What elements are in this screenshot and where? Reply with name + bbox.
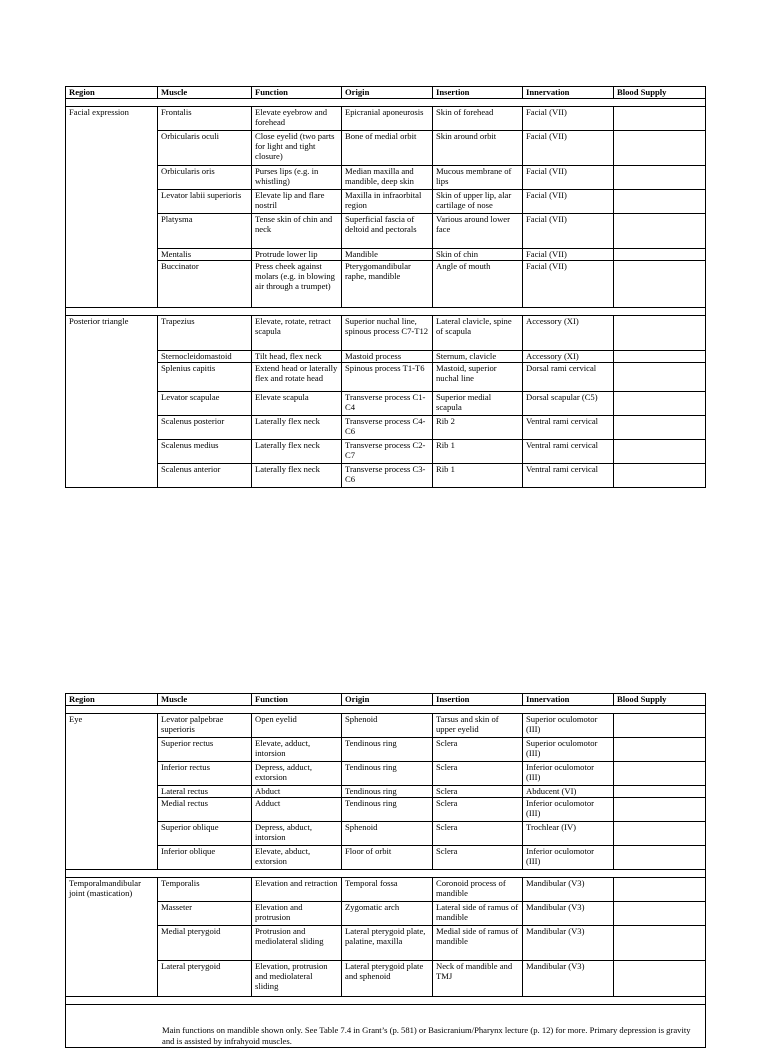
spacer-row <box>66 870 706 878</box>
insertion-cell: Medial side of ramus of mandible <box>433 926 523 961</box>
header-region: Region <box>66 87 158 99</box>
table-row <box>66 107 706 131</box>
innervation-cell: Abducent (VI) <box>523 786 614 798</box>
blood-supply-cell <box>614 440 706 464</box>
insertion-cell: Rib 1 <box>433 464 523 488</box>
insertion-cell: Mastoid, superior nuchal line <box>433 363 523 392</box>
origin-cell: Spinous process T1-T6 <box>342 363 433 392</box>
blood-supply-cell <box>614 762 706 786</box>
muscle-cell: Superior oblique <box>158 822 252 846</box>
origin-cell: Lateral pterygoid plate and sphenoid <box>342 961 433 997</box>
insertion-cell: Sclera <box>433 846 523 870</box>
insertion-cell: Rib 1 <box>433 440 523 464</box>
table-row <box>66 926 706 961</box>
muscle-cell: Levator labii superioris <box>158 190 252 214</box>
origin-cell: Tendinous ring <box>342 762 433 786</box>
blood-supply-cell <box>614 190 706 214</box>
innervation-cell: Mandibular (V3) <box>523 878 614 902</box>
spacer-cell <box>66 308 706 316</box>
blood-supply-cell <box>614 464 706 488</box>
spacer-row <box>66 997 706 1005</box>
insertion-cell: Tarsus and skin of upper eyelid <box>433 714 523 738</box>
muscle-cell: Levator palpebrae superioris <box>158 714 252 738</box>
note-row <box>66 1005 706 1048</box>
innervation-cell: Mandibular (V3) <box>523 961 614 997</box>
insertion-cell: Skin of upper lip, alar cartilage of nose <box>433 190 523 214</box>
origin-cell: Transverse process C4-C6 <box>342 416 433 440</box>
innervation-cell: Ventral rami cervical <box>523 440 614 464</box>
innervation-cell: Facial (VII) <box>523 190 614 214</box>
muscle-cell: Frontalis <box>158 107 252 131</box>
blood-supply-cell <box>614 786 706 798</box>
origin-cell: Superficial fascia of deltoid and pectorals <box>342 214 433 249</box>
table-row <box>66 166 706 190</box>
insertion-cell: Sclera <box>433 798 523 822</box>
blood-supply-cell <box>614 902 706 926</box>
insertion-cell: Skin of forehead <box>433 107 523 131</box>
table-row <box>66 363 706 392</box>
spacer-row <box>66 308 706 316</box>
innervation-cell: Mandibular (V3) <box>523 902 614 926</box>
origin-cell: Mandible <box>342 249 433 261</box>
origin-cell: Floor of orbit <box>342 846 433 870</box>
blood-supply-cell <box>614 166 706 190</box>
table-row <box>66 392 706 416</box>
table-row <box>66 822 706 846</box>
table-row <box>66 214 706 249</box>
header-innervation: Innervation <box>523 87 614 99</box>
blood-supply-cell <box>614 798 706 822</box>
function-cell: Purses lips (e.g. in whistling) <box>252 166 342 190</box>
insertion-cell: Lateral clavicle, spine of scapula <box>433 316 523 351</box>
muscle-cell: Lateral rectus <box>158 786 252 798</box>
header-function: Function <box>252 87 342 99</box>
table-row <box>66 902 706 926</box>
header-function: Function <box>252 694 342 706</box>
function-cell: Depress, adduct, extorsion <box>252 762 342 786</box>
function-cell: Open eyelid <box>252 714 342 738</box>
muscle-cell: Mentalis <box>158 249 252 261</box>
function-cell: Close eyelid (two parts for light and tight closure) <box>252 131 342 166</box>
muscle-cell: Platysma <box>158 214 252 249</box>
insertion-cell: Sternum, clavicle <box>433 351 523 363</box>
table-row <box>66 738 706 762</box>
function-cell: Abduct <box>252 786 342 798</box>
header-insertion: Insertion <box>433 87 523 99</box>
header-blood-supply: Blood Supply <box>614 87 706 99</box>
innervation-cell: Facial (VII) <box>523 261 614 308</box>
header-muscle: Muscle <box>158 87 252 99</box>
region-cell: Eye <box>66 714 158 870</box>
innervation-cell: Inferior oculomotor (III) <box>523 798 614 822</box>
table-row <box>66 261 706 308</box>
blood-supply-cell <box>614 363 706 392</box>
innervation-cell: Facial (VII) <box>523 107 614 131</box>
spacer-row <box>66 706 706 714</box>
muscle-cell: Scalenus medius <box>158 440 252 464</box>
insertion-cell: Angle of mouth <box>433 261 523 308</box>
function-cell: Laterally flex neck <box>252 440 342 464</box>
function-cell: Tilt head, flex neck <box>252 351 342 363</box>
origin-cell: Mastoid process <box>342 351 433 363</box>
function-cell: Elevate, abduct, extorsion <box>252 846 342 870</box>
innervation-cell: Facial (VII) <box>523 131 614 166</box>
innervation-cell: Trochlear (IV) <box>523 822 614 846</box>
blood-supply-cell <box>614 249 706 261</box>
table-row <box>66 440 706 464</box>
table-row <box>66 351 706 363</box>
muscle-cell: Scalenus anterior <box>158 464 252 488</box>
muscle-cell: Superior rectus <box>158 738 252 762</box>
origin-cell: Zygomatic arch <box>342 902 433 926</box>
blood-supply-cell <box>614 738 706 762</box>
muscle-cell: Buccinator <box>158 261 252 308</box>
function-cell: Elevate scapula <box>252 392 342 416</box>
function-cell: Protrusion and mediolateral sliding <box>252 926 342 961</box>
muscle-cell: Lateral pterygoid <box>158 961 252 997</box>
blood-supply-cell <box>614 416 706 440</box>
header-innervation: Innervation <box>523 694 614 706</box>
innervation-cell: Dorsal scapular (C5) <box>523 392 614 416</box>
table-row <box>66 878 706 902</box>
table-row <box>66 464 706 488</box>
insertion-cell: Sclera <box>433 786 523 798</box>
insertion-cell: Superior medial scapula <box>433 392 523 416</box>
insertion-cell: Skin of chin <box>433 249 523 261</box>
muscle-cell: Orbicularis oris <box>158 166 252 190</box>
blood-supply-cell <box>614 878 706 902</box>
blood-supply-cell <box>614 714 706 738</box>
origin-cell: Transverse process C1-C4 <box>342 392 433 416</box>
spacer-cell <box>66 99 706 107</box>
innervation-cell: Ventral rami cervical <box>523 464 614 488</box>
header-blood-supply: Blood Supply <box>614 694 706 706</box>
innervation-cell: Accessory (XI) <box>523 316 614 351</box>
muscle-cell: Temporalis <box>158 878 252 902</box>
innervation-cell: Inferior oculomotor (III) <box>523 846 614 870</box>
innervation-cell: Facial (VII) <box>523 214 614 249</box>
origin-cell: Median maxilla and mandible, deep skin <box>342 166 433 190</box>
origin-cell: Transverse process C2-C7 <box>342 440 433 464</box>
function-cell: Elevation and retraction <box>252 878 342 902</box>
muscle-cell: Trapezius <box>158 316 252 351</box>
blood-supply-cell <box>614 846 706 870</box>
innervation-cell: Facial (VII) <box>523 166 614 190</box>
insertion-cell: Sclera <box>433 738 523 762</box>
header-origin: Origin <box>342 87 433 99</box>
innervation-cell: Dorsal rami cervical <box>523 363 614 392</box>
insertion-cell: Neck of mandible and TMJ <box>433 961 523 997</box>
function-cell: Elevate lip and flare nostril <box>252 190 342 214</box>
spacer-cell <box>66 870 706 878</box>
muscle-cell: Inferior rectus <box>158 762 252 786</box>
origin-cell: Bone of medial orbit <box>342 131 433 166</box>
function-cell: Elevate, rotate, retract scapula <box>252 316 342 351</box>
table-footnote: Main functions on mandible shown only. See Table 7.4 in Grant’s (p. 581) or Basicranium/Pharynx lecture (p. 12) for more. Primary depression is gravity and is assisted by infrahyoid muscles. <box>66 1005 706 1048</box>
muscle-cell: Inferior oblique <box>158 846 252 870</box>
muscle-cell: Masseter <box>158 902 252 926</box>
origin-cell: Sphenoid <box>342 714 433 738</box>
insertion-cell: Coronoid process of mandible <box>433 878 523 902</box>
header-muscle: Muscle <box>158 694 252 706</box>
blood-supply-cell <box>614 214 706 249</box>
insertion-cell: Lateral side of ramus of mandible <box>433 902 523 926</box>
origin-cell: Superior nuchal line, spinous process C7-T12 <box>342 316 433 351</box>
insertion-cell: Sclera <box>433 762 523 786</box>
table-row <box>66 131 706 166</box>
muscle-cell: Splenius capitis <box>158 363 252 392</box>
table-row <box>66 190 706 214</box>
origin-cell: Maxilla in infraorbital region <box>342 190 433 214</box>
function-cell: Press cheek against molars (e.g. in blowing air through a trumpet) <box>252 261 342 308</box>
function-cell: Elevation and protrusion <box>252 902 342 926</box>
spacer-row <box>66 99 706 107</box>
table-row <box>66 786 706 798</box>
insertion-cell: Mucous membrane of lips <box>433 166 523 190</box>
function-cell: Adduct <box>252 798 342 822</box>
table-row <box>66 846 706 870</box>
function-cell: Depress, abduct, intorsion <box>252 822 342 846</box>
muscle-cell: Sternocleidomastoid <box>158 351 252 363</box>
origin-cell: Tendinous ring <box>342 798 433 822</box>
region-cell: Facial expression <box>66 107 158 308</box>
muscle-cell: Levator scapulae <box>158 392 252 416</box>
insertion-cell: Sclera <box>433 822 523 846</box>
muscle-cell: Medial rectus <box>158 798 252 822</box>
muscle-table-1 <box>65 86 706 488</box>
table-header-row <box>66 694 706 706</box>
table-row <box>66 798 706 822</box>
table-row <box>66 316 706 351</box>
blood-supply-cell <box>614 261 706 308</box>
header-insertion: Insertion <box>433 694 523 706</box>
origin-cell: Lateral pterygoid plate, palatine, maxilla <box>342 926 433 961</box>
innervation-cell: Superior oculomotor (III) <box>523 738 614 762</box>
table-row <box>66 961 706 997</box>
function-cell: Extend head or laterally flex and rotate head <box>252 363 342 392</box>
innervation-cell: Facial (VII) <box>523 249 614 261</box>
muscle-table-2 <box>65 693 706 1048</box>
table-row <box>66 714 706 738</box>
region-cell: Posterior triangle <box>66 316 158 488</box>
function-cell: Laterally flex neck <box>252 464 342 488</box>
blood-supply-cell <box>614 316 706 351</box>
table-row <box>66 762 706 786</box>
innervation-cell: Inferior oculomotor (III) <box>523 762 614 786</box>
innervation-cell: Superior oculomotor (III) <box>523 714 614 738</box>
spacer-cell <box>66 706 706 714</box>
function-cell: Elevate, adduct, intorsion <box>252 738 342 762</box>
region-cell: Temporalmandibular joint (mastication) <box>66 878 158 997</box>
function-cell: Elevation, protrusion and mediolateral sliding <box>252 961 342 997</box>
function-cell: Elevate eyebrow and forehead <box>252 107 342 131</box>
spacer-cell <box>66 997 706 1005</box>
muscle-cell: Medial pterygoid <box>158 926 252 961</box>
blood-supply-cell <box>614 107 706 131</box>
table-header-row <box>66 87 706 99</box>
origin-cell: Tendinous ring <box>342 786 433 798</box>
innervation-cell: Accessory (XI) <box>523 351 614 363</box>
origin-cell: Temporal fossa <box>342 878 433 902</box>
function-cell: Protrude lower lip <box>252 249 342 261</box>
table-row <box>66 416 706 440</box>
origin-cell: Sphenoid <box>342 822 433 846</box>
origin-cell: Pterygomandibular raphe, mandible <box>342 261 433 308</box>
blood-supply-cell <box>614 131 706 166</box>
insertion-cell: Skin around orbit <box>433 131 523 166</box>
blood-supply-cell <box>614 926 706 961</box>
innervation-cell: Ventral rami cervical <box>523 416 614 440</box>
blood-supply-cell <box>614 351 706 363</box>
blood-supply-cell <box>614 392 706 416</box>
origin-cell: Tendinous ring <box>342 738 433 762</box>
insertion-cell: Rib 2 <box>433 416 523 440</box>
origin-cell: Transverse process C3-C6 <box>342 464 433 488</box>
innervation-cell: Mandibular (V3) <box>523 926 614 961</box>
header-origin: Origin <box>342 694 433 706</box>
muscle-cell: Orbicularis oculi <box>158 131 252 166</box>
function-cell: Laterally flex neck <box>252 416 342 440</box>
insertion-cell: Various around lower face <box>433 214 523 249</box>
function-cell: Tense skin of chin and neck <box>252 214 342 249</box>
header-region: Region <box>66 694 158 706</box>
table-row <box>66 249 706 261</box>
origin-cell: Epicranial aponeurosis <box>342 107 433 131</box>
blood-supply-cell <box>614 822 706 846</box>
muscle-cell: Scalenus posterior <box>158 416 252 440</box>
blood-supply-cell <box>614 961 706 997</box>
